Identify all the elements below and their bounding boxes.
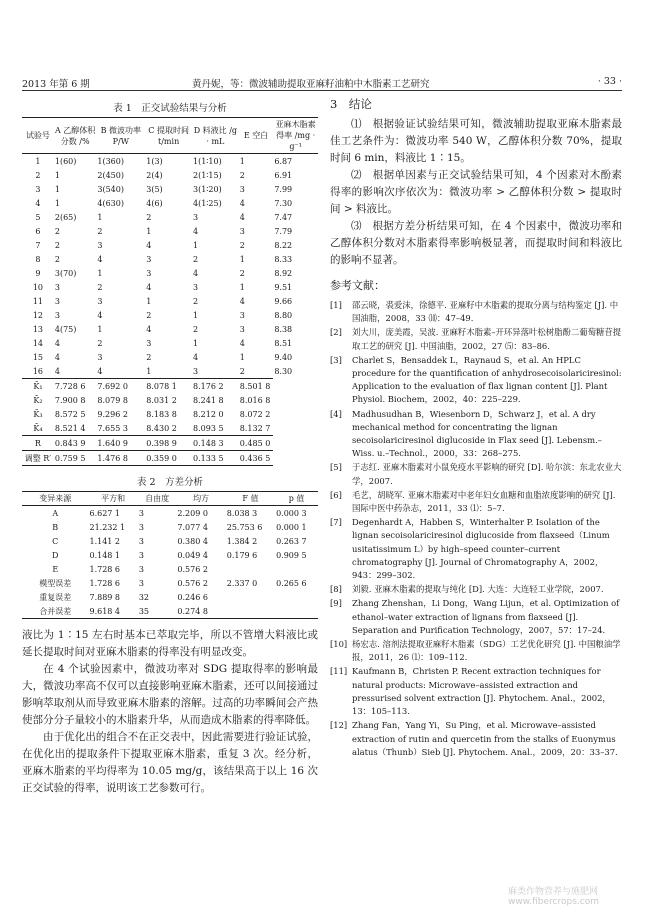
table-cell: 1 bbox=[239, 282, 245, 292]
table1-k-row bbox=[22, 379, 318, 394]
table-cell bbox=[226, 590, 275, 604]
table-cell: 3 bbox=[138, 550, 144, 560]
table-cell: 1 bbox=[97, 324, 103, 334]
table1-k-row bbox=[22, 421, 318, 436]
table-cell: 8.22 bbox=[274, 240, 293, 250]
table1-range-row bbox=[22, 436, 318, 451]
table-cell: 3 bbox=[239, 324, 245, 334]
table-cell: 2 bbox=[193, 324, 199, 334]
reference-list bbox=[330, 299, 622, 759]
table-cell: 1 bbox=[239, 254, 245, 264]
table-cell: 1 bbox=[193, 310, 199, 320]
table-cell: 1 bbox=[193, 338, 199, 348]
table-cell: 2 bbox=[146, 352, 152, 362]
table-cell: 7.889 8 bbox=[89, 592, 121, 602]
reference-text: Kaufmann B，Christen P. Recent extraction techniques for natural products: Microwave–assisted extraction and pressurised solvent extraction [J]. Phytochem. Anal.，2002，13：105–113. bbox=[352, 666, 611, 717]
table-cell: 8.176 2 bbox=[192, 379, 239, 394]
table-cell: 12 bbox=[32, 310, 44, 320]
table-cell: 3(5) bbox=[146, 184, 163, 194]
reference-number: [3] bbox=[330, 354, 342, 365]
table-cell: 32 bbox=[138, 592, 149, 602]
table-cell: 0.133 5 bbox=[192, 451, 239, 466]
table1-k-row bbox=[22, 393, 318, 407]
table-cell: 2(4) bbox=[146, 170, 163, 180]
table-cell: K̄₄ bbox=[33, 423, 43, 433]
table-cell: 7.728 6 bbox=[54, 379, 97, 394]
table-cell: 1 bbox=[97, 212, 103, 222]
table-cell: 1(3) bbox=[146, 156, 163, 166]
table-cell: 4(6) bbox=[146, 198, 163, 208]
table-cell: 1(1∶10) bbox=[193, 156, 222, 166]
table2-row bbox=[22, 534, 318, 548]
table-cell: K̄₁ bbox=[22, 379, 54, 394]
table-cell: 6 bbox=[35, 226, 41, 236]
table1-header-row bbox=[22, 118, 318, 154]
table-cell: 2(65) bbox=[54, 212, 77, 222]
table-cell: 8.80 bbox=[274, 310, 293, 320]
table-cell: B bbox=[52, 522, 59, 532]
table-cell: 1 bbox=[146, 226, 152, 236]
table-cell: 4 bbox=[193, 226, 199, 236]
table1-header-cell: D 料液比 /g · mL bbox=[192, 118, 239, 154]
table-cell: 8.016 8 bbox=[239, 395, 271, 405]
table-cell: 1 bbox=[239, 156, 245, 166]
table-cell: 5 bbox=[35, 212, 41, 222]
table-cell: 1.476 8 bbox=[96, 451, 145, 466]
table1-row bbox=[22, 196, 318, 210]
table1-header-cell: B 微波功率 P/W bbox=[96, 118, 145, 154]
table-cell: 4 bbox=[146, 240, 152, 250]
table-cell: 3 bbox=[146, 254, 152, 264]
reference-text: Degenhardt A，Habben S，Winterhalter P. Isolation of the lignan secoisolariciresinol diglucoside from flaxseed（Linum usitatissimum L）by high–speed counter–current chromatography [J]. Journal of Chromatography A，2002，943：299–302. bbox=[352, 517, 610, 581]
table-cell: 8.241 8 bbox=[193, 395, 224, 405]
table-cell: A bbox=[52, 508, 59, 518]
anova-table bbox=[22, 491, 318, 619]
watermark: 麻类作物营养与施肥网 www.fibercrops.com bbox=[508, 887, 599, 907]
table-cell: 0.263 7 bbox=[276, 536, 307, 546]
table1-row bbox=[22, 336, 318, 350]
table-cell: 4 bbox=[35, 198, 41, 208]
reference-number: [7] bbox=[330, 517, 342, 528]
table-cell: 8.078 1 bbox=[145, 379, 192, 394]
table-cell: 10 bbox=[32, 282, 44, 292]
reference-item bbox=[330, 597, 622, 637]
reference-number: [8] bbox=[330, 584, 342, 595]
table-cell: 0.398 9 bbox=[145, 436, 192, 451]
table-cell: 3 bbox=[97, 296, 103, 306]
table-cell: 0.274 8 bbox=[176, 604, 225, 619]
table-cell: 3 bbox=[97, 352, 103, 362]
table-cell: 9.618 4 bbox=[88, 604, 137, 619]
table-cell: 3 bbox=[97, 240, 103, 250]
table-cell: 2.337 0 bbox=[226, 578, 258, 588]
table-cell bbox=[226, 562, 275, 576]
table-cell: 3 bbox=[138, 508, 144, 518]
table-cell: 1 bbox=[146, 296, 152, 306]
table1-row bbox=[22, 280, 318, 294]
table2-row bbox=[22, 576, 318, 590]
reference-item bbox=[330, 516, 622, 582]
table-cell: 2 bbox=[97, 226, 103, 236]
table-cell: 7.077 4 bbox=[177, 522, 208, 532]
table-cell: R bbox=[22, 436, 54, 451]
reference-item bbox=[330, 583, 622, 596]
table-cell: 3 bbox=[35, 184, 41, 194]
page-number: · 33 · bbox=[597, 76, 622, 87]
table-cell: 1.384 2 bbox=[226, 536, 258, 546]
table-cell: 8 bbox=[35, 254, 41, 264]
table-cell: 3 bbox=[239, 226, 245, 236]
reference-text: 毛艺，胡晓军. 亚麻木脂素对中老年妇女血糖和血脂浓度影响的研究 [J]. 国际中医中药杂志，2011，33 ⑴：5–7. bbox=[352, 489, 616, 514]
table1-k-row bbox=[22, 407, 318, 421]
table1-caption: 表 1 正交试验结果与分析 bbox=[113, 103, 227, 114]
orthogonal-test-table bbox=[22, 117, 318, 466]
table-cell: 2(450) bbox=[97, 170, 124, 180]
table2-header-cell: 自由度 bbox=[138, 492, 177, 506]
table-cell: 7.692 0 bbox=[96, 379, 145, 394]
table-cell: 0.576 2 bbox=[177, 564, 208, 574]
right-column bbox=[330, 96, 622, 760]
reference-text: Charlet S，Bensaddek L，Raynaud S，et al. An HPLC procedure for the quantification of anhydrosecoisolariciresinol: Application to the evaluation of flax lignan content [J]. Plant Physiol. Biochem，2002，40：225–229. bbox=[352, 354, 622, 405]
table-cell: 4 bbox=[54, 338, 60, 348]
reference-item bbox=[330, 326, 622, 352]
table-cell: 8.51 bbox=[274, 338, 293, 348]
table-cell: 7.900 8 bbox=[54, 395, 86, 405]
table-cell: 合并误差 bbox=[22, 604, 88, 619]
table-cell: 4 bbox=[97, 310, 103, 320]
table-cell: 3 bbox=[138, 536, 144, 546]
table-cell: 7.47 bbox=[274, 212, 293, 222]
table-cell: 1(360) bbox=[97, 156, 124, 166]
reference-item bbox=[330, 638, 622, 664]
table-cell: 3 bbox=[239, 184, 245, 194]
table1-header-cell: 亚麻木脂素得率 /mg · g⁻¹ bbox=[273, 118, 318, 154]
table-cell: 0.049 4 bbox=[177, 550, 208, 560]
reference-text: Zhang Zhenshan，Li Dong，Wang Lijun，et al. Optimization of ethanol–water extraction of lignans from flaxseed [J]. Separation and Purification Technology，2007，57：17–24. bbox=[352, 598, 620, 635]
table-cell: 8.38 bbox=[274, 324, 293, 334]
table-cell: 1 bbox=[54, 198, 60, 208]
reference-item bbox=[330, 299, 622, 325]
table-cell: 重复误差 bbox=[39, 592, 72, 602]
table-cell: 4 bbox=[239, 296, 245, 306]
table-cell bbox=[226, 604, 275, 619]
reference-text: 刘大川，庞美霞，吴波. 亚麻籽木脂素–开环异落叶松树脂酚二葡萄糖苷提取工艺的研究 [J]. 中国油脂，2002，27 ⑸：83–86. bbox=[352, 327, 622, 351]
table-cell: 模型误差 bbox=[39, 578, 72, 588]
table1-adjusted-range-row bbox=[22, 451, 318, 466]
table-cell: 8.093 5 bbox=[193, 423, 224, 433]
reference-number: [10] bbox=[330, 639, 348, 650]
table1-header-cell: A 乙醇体积分数 /% bbox=[54, 118, 97, 154]
table1-row bbox=[22, 168, 318, 182]
table-cell: 6.87 bbox=[274, 156, 293, 166]
reference-number: [1] bbox=[330, 300, 342, 310]
table-cell: 3(1∶20) bbox=[193, 184, 222, 194]
table-cell: 3 bbox=[146, 268, 152, 278]
table-cell: 21.232 1 bbox=[89, 522, 126, 532]
table-cell: 2 bbox=[97, 282, 103, 292]
table-cell: 2 bbox=[35, 170, 41, 180]
table-cell: 8.183 8 bbox=[146, 409, 177, 419]
reference-number: [2] bbox=[330, 327, 342, 338]
table-cell: 16 bbox=[32, 366, 44, 376]
table-cell: 调整 R′ bbox=[22, 451, 54, 466]
table-cell: 7 bbox=[35, 240, 41, 250]
table1-header-cell: E 空白 bbox=[239, 118, 274, 154]
table1-row bbox=[22, 224, 318, 238]
table-cell: 0.485 0 bbox=[239, 436, 274, 451]
table1-row bbox=[22, 266, 318, 280]
table-cell: 0.000 1 bbox=[276, 522, 307, 532]
table-cell: 2 bbox=[54, 254, 60, 264]
table-cell: 4 bbox=[97, 366, 103, 376]
reference-item bbox=[330, 719, 622, 759]
table-cell: 9.296 2 bbox=[97, 409, 128, 419]
table-cell: 2 bbox=[146, 310, 152, 320]
table2-header-cell: F 值 bbox=[226, 492, 275, 506]
table-cell: 1 bbox=[54, 184, 60, 194]
reference-text: 邵云晓，裘爱沫，徐德平. 亚麻籽中木脂素的提取分离与结构鉴定 [J]. 中国油脂，2008，33 ⑽：47–49. bbox=[352, 300, 619, 324]
table-cell: 0.148 3 bbox=[192, 436, 239, 451]
table-cell: 4 bbox=[146, 324, 152, 334]
table2-row bbox=[22, 548, 318, 562]
table-cell: 0.759 5 bbox=[54, 451, 97, 466]
table-cell: 6.91 bbox=[274, 170, 293, 180]
table1-header-cell: 试验号 bbox=[22, 118, 54, 154]
table-cell: 0.843 9 bbox=[54, 436, 97, 451]
table-cell: 0.265 6 bbox=[276, 578, 307, 588]
table-cell: 3 bbox=[146, 338, 152, 348]
table-cell: E bbox=[52, 564, 59, 574]
table-cell: 3(70) bbox=[54, 268, 77, 278]
table-cell: 2 bbox=[54, 226, 60, 236]
table-cell: 1 bbox=[54, 170, 60, 180]
reference-text: Madhusudhan B，Wiesenborn D，Schwarz J，et al. A dry mechanical method for concentrating the lignan secoisolariciresinol diglucoside in Flax seed [J]. Lebensm.–Wiss. u.–Technol.，2000，33：268–275. bbox=[352, 408, 602, 459]
table2-row bbox=[22, 562, 318, 576]
reference-text: 杨宏志. 溶剂法提取亚麻籽木脂素（SDG）工艺优化研究 [J]. 中国粮油学报，2011，26 ⑴：109–112. bbox=[352, 639, 621, 663]
table-cell: 8.92 bbox=[274, 268, 293, 278]
reference-number: [11] bbox=[330, 666, 348, 677]
references-heading: 参考文献： bbox=[330, 279, 385, 292]
header-rule bbox=[22, 90, 622, 91]
table-cell: 3 bbox=[138, 564, 144, 574]
table-cell: 1(60) bbox=[54, 156, 77, 166]
table-cell: 4 bbox=[193, 352, 199, 362]
table-cell: 2 bbox=[193, 296, 199, 306]
reference-text: 刘毅. 亚麻木脂素的提取与纯化 [D]. 大连：大连轻工业学院，2007. bbox=[352, 584, 604, 595]
table-cell: 4(1∶25) bbox=[193, 198, 222, 208]
table2-header-row bbox=[22, 492, 318, 506]
table-cell: 8.30 bbox=[274, 366, 293, 376]
reference-number: [5] bbox=[330, 462, 342, 473]
table-cell: 3(540) bbox=[97, 184, 124, 194]
table-cell: 0.246 6 bbox=[177, 592, 208, 602]
table-cell: K̄₂ bbox=[33, 395, 43, 405]
table-cell: 4 bbox=[97, 254, 103, 264]
table-cell: 2 bbox=[54, 240, 60, 250]
table-cell bbox=[275, 590, 318, 604]
paragraph-continued: 液比为 1∶15 左右时基本已萃取完毕，所以不管增大料液比或延长提取时间对亚麻木脂素的得率没有明显改变。 bbox=[22, 629, 318, 658]
table2-caption: 表 2 方差分析 bbox=[136, 477, 204, 488]
table-cell: K̄₃ bbox=[33, 409, 43, 419]
paragraph-factor-analysis: 在 4 个试验因素中，微波功率对 SDG 提取得率的影响最大，微波功率高不仅可以直接影响亚麻木脂素，还可以间接通过影响萃取剂从而导致亚麻木脂素的溶解。过高的功率瞬间会产热使部分分子量较小的木脂素升华，从而造成木脂素的得率降低。 bbox=[22, 663, 318, 726]
table-cell: 2(1∶15) bbox=[193, 170, 222, 180]
table-cell: 4(75) bbox=[54, 324, 77, 334]
table-cell: 4 bbox=[239, 198, 245, 208]
table1-row bbox=[22, 154, 318, 169]
table1-row bbox=[22, 238, 318, 252]
table-cell: 9.66 bbox=[274, 296, 293, 306]
table-cell: 2 bbox=[239, 366, 245, 376]
table-cell: 11 bbox=[32, 296, 44, 306]
table1-header-cell: C 提取时间 t/min bbox=[145, 118, 192, 154]
table-cell: 0.359 0 bbox=[145, 451, 192, 466]
table-cell: 8.430 2 bbox=[146, 423, 177, 433]
table2-row bbox=[22, 520, 318, 534]
table-cell: C bbox=[52, 536, 59, 546]
table-cell: 1 bbox=[35, 156, 41, 166]
table2-row bbox=[22, 604, 318, 619]
table-cell: 3 bbox=[193, 366, 199, 376]
table-cell: 1.728 6 bbox=[89, 578, 121, 588]
table-cell: 8.33 bbox=[274, 254, 293, 264]
table-cell: 3 bbox=[54, 296, 60, 306]
table-cell: 2 bbox=[239, 240, 245, 250]
table-cell: 7.30 bbox=[274, 198, 293, 208]
table-cell: 2 bbox=[146, 212, 152, 222]
table-cell: 8.079 8 bbox=[97, 395, 128, 405]
table-cell: 0.576 2 bbox=[177, 578, 208, 588]
table-cell: 4(630) bbox=[97, 198, 124, 208]
table-cell: 8.501 8 bbox=[239, 379, 274, 394]
table-cell: 3 bbox=[138, 522, 144, 532]
table2-header-cell: 均方 bbox=[176, 492, 225, 506]
issue-label: 2013 年第 6 期 bbox=[22, 79, 90, 90]
table-cell: 7.655 3 bbox=[97, 423, 128, 433]
reference-item bbox=[330, 665, 622, 718]
table-cell: 4 bbox=[193, 268, 199, 278]
table-cell: 2 bbox=[97, 338, 103, 348]
table-cell: 0.436 5 bbox=[239, 451, 274, 466]
reference-item bbox=[330, 461, 622, 487]
table-cell: 1 bbox=[239, 352, 245, 362]
left-body-text bbox=[22, 627, 318, 797]
table-cell: 8.072 2 bbox=[239, 409, 271, 419]
reference-text: Zhang Fan，Yang Yi，Su Ping，et al. Microwave–assisted extraction of rutin and quercetin from the stalks of Euonymus alatus（Thunb）Sieb [J]. Phytochem. Anal.，2009，20：33–37. bbox=[352, 720, 618, 757]
table-cell: 2 bbox=[239, 170, 245, 180]
table-cell: 13 bbox=[32, 324, 44, 334]
conclusion-item-1: ⑴ 根据验证试验结果可知，微波辅助提取亚麻木脂素最佳工艺条件为：微波功率 540 W，乙醇体积分数 70%，提取时间 6 min，料液比 1∶15。 bbox=[330, 118, 622, 164]
table-cell: 1 bbox=[97, 268, 103, 278]
conclusion-item-3: ⑶ 根据方差分析结果可知，在 4 个因素中，微波功率和乙醇体积分数对木脂素得率影响极显著，而提取时间和料液比的影响不显著。 bbox=[330, 220, 622, 266]
table2-row bbox=[22, 506, 318, 521]
table-cell bbox=[275, 562, 318, 576]
table-cell: 4 bbox=[239, 338, 245, 348]
table-cell: 3 bbox=[239, 310, 245, 320]
table-cell: D bbox=[52, 550, 59, 560]
table-cell: 15 bbox=[32, 352, 44, 362]
article-running-title: 黄丹妮，等：微波辅助提取亚麻籽油粕中木脂素工艺研究 bbox=[192, 79, 430, 90]
table1-row bbox=[22, 322, 318, 336]
table-cell: 0.380 4 bbox=[177, 536, 208, 546]
reference-item bbox=[330, 408, 622, 461]
reference-number: [9] bbox=[330, 598, 342, 609]
table1-row bbox=[22, 350, 318, 364]
table-cell: 3 bbox=[193, 212, 199, 222]
table-cell: 7.99 bbox=[274, 184, 293, 194]
table-cell: 8.038 3 bbox=[226, 508, 258, 518]
table-cell: 9.51 bbox=[274, 282, 293, 292]
table2-header-cell: 变异来源 bbox=[22, 492, 88, 506]
table-cell: 4 bbox=[239, 212, 245, 222]
table-cell: 3 bbox=[193, 282, 199, 292]
table1-row bbox=[22, 294, 318, 308]
table-cell: 14 bbox=[32, 338, 44, 348]
table-cell: 0.909 5 bbox=[276, 550, 307, 560]
reference-text: 于志红. 亚麻木脂素对小鼠免疫水平影响的研究 [D]. 哈尔滨：东北农业大学，2007. bbox=[352, 462, 622, 486]
table2-header-cell: 平方和 bbox=[88, 492, 137, 506]
table-cell: 1 bbox=[193, 240, 199, 250]
table-cell: 0.148 1 bbox=[89, 550, 121, 560]
table-cell: 2 bbox=[193, 254, 199, 264]
table-cell: 1.640 9 bbox=[96, 436, 145, 451]
table-cell bbox=[275, 604, 318, 619]
table-cell: 7.79 bbox=[274, 226, 293, 236]
reference-item bbox=[330, 354, 622, 407]
table2-row bbox=[22, 590, 318, 604]
table-cell: 25.753 6 bbox=[226, 522, 263, 532]
table-cell: 3 bbox=[54, 282, 60, 292]
paragraph-verification: 由于优化出的组合不在正交表中，因此需要进行验证试验，在优化出的提取条件下提取亚麻木脂素，重复 3 次。经分析，亚麻木脂素的平均得率为 10.05 mg/g，该结果高于以上 16 次正交试验的得率，说明该工艺参数可行。 bbox=[22, 731, 318, 794]
table-cell: 4 bbox=[146, 282, 152, 292]
table-cell: 9 bbox=[35, 268, 41, 278]
table-cell: 2.209 0 bbox=[177, 508, 208, 518]
table-cell: 4 bbox=[54, 366, 60, 376]
table1-row bbox=[22, 308, 318, 322]
table-cell: 0.179 6 bbox=[226, 550, 258, 560]
left-column bbox=[22, 96, 318, 797]
table-cell: 8.572 5 bbox=[54, 409, 86, 419]
table-cell: 1 bbox=[146, 366, 152, 376]
conclusion-item-2: ⑵ 根据单因素与正交试验结果可知，4 个因素对木酚素得率的影响次序依次为：微波功率 > 乙醇体积分数 > 提取时间 > 料液比。 bbox=[330, 169, 622, 215]
table1-row bbox=[22, 182, 318, 196]
table1-row bbox=[22, 252, 318, 266]
table-cell: 1.728 6 bbox=[89, 564, 121, 574]
table-cell: 9.40 bbox=[274, 352, 293, 362]
table-cell: 8.132 7 bbox=[239, 423, 271, 433]
table-cell: 0.000 3 bbox=[276, 508, 307, 518]
table-cell: 8.521 4 bbox=[54, 423, 86, 433]
table1-row bbox=[22, 364, 318, 379]
table-cell: 35 bbox=[138, 604, 177, 619]
table-cell: 8.212 0 bbox=[193, 409, 224, 419]
table-cell: 6.627 1 bbox=[89, 508, 121, 518]
table2-header-cell: p 值 bbox=[275, 492, 318, 506]
reference-number: [12] bbox=[330, 720, 348, 731]
table-cell: 3 bbox=[138, 578, 144, 588]
table-cell: 8.031 2 bbox=[146, 395, 177, 405]
table-cell: 1.141 2 bbox=[89, 536, 121, 546]
table-cell: 4 bbox=[54, 352, 60, 362]
conclusion-heading: 3 结论 bbox=[330, 97, 372, 111]
reference-item bbox=[330, 489, 622, 515]
table1-row bbox=[22, 210, 318, 224]
table-cell: 3 bbox=[54, 310, 60, 320]
reference-number: [4] bbox=[330, 408, 342, 419]
reference-number: [6] bbox=[330, 489, 342, 500]
table-cell: 2 bbox=[239, 268, 245, 278]
